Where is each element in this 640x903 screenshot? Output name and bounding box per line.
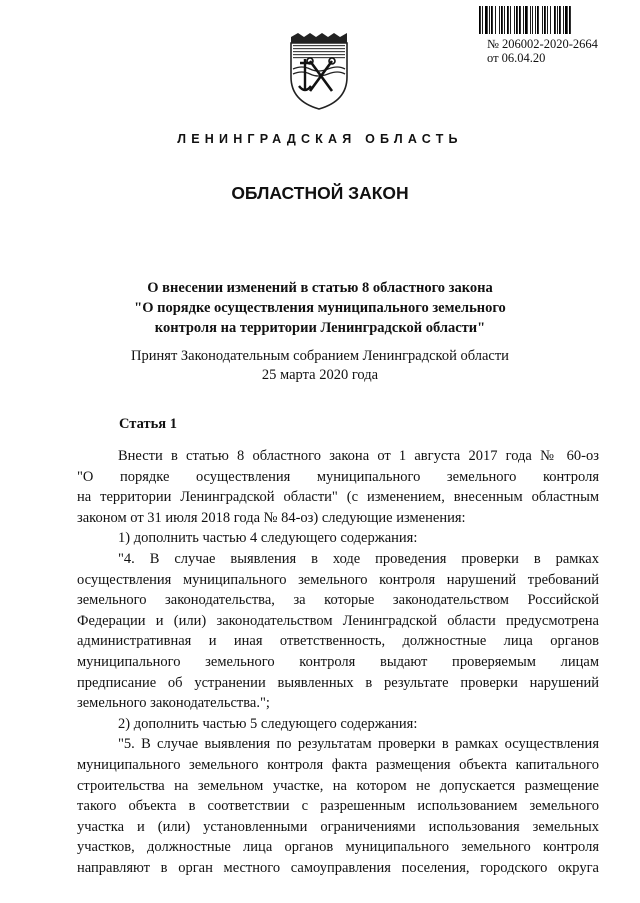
body-line: строительства на земельном участке, на котором не допускается размещение	[77, 777, 599, 794]
coat-of-arms-icon	[288, 31, 350, 111]
body-line: "О порядке осуществления муниципального земельного контроля	[77, 468, 599, 485]
article-body	[77, 446, 599, 878]
body-line: административная и иная ответственность, должностные лица органов	[77, 633, 599, 650]
body-line: земельного законодательства, за которые законодательством Российской	[77, 592, 599, 609]
adoption-note-line: 25 марта 2020 года	[261, 367, 379, 383]
body-line: 2) дополнить частью 5 следующего содержания:	[118, 715, 418, 732]
barcode	[478, 6, 604, 34]
body-line: Федерации и (или) законодательством Ленинградской области предусмотрена	[77, 612, 599, 629]
adoption-note	[90, 347, 550, 385]
body-line: участка и (или) установленными ограничениями использования земельных	[77, 818, 599, 835]
law-title-line: О внесении изменений в статью 8 областного закона	[147, 280, 493, 296]
document-type: ОБЛАСТНОЙ ЗАКОН	[231, 183, 409, 203]
registration-date: от 06.04.20	[487, 51, 546, 65]
adoption-note-line: Принят Законодательным собранием Ленинградской области	[131, 348, 509, 364]
article-heading: Статья 1	[119, 416, 177, 432]
body-line: осуществления муниципального земельного контроля нарушений требований	[77, 571, 599, 588]
registration-number: № 206002-2020-2664	[487, 37, 598, 51]
body-line: Внести в статью 8 областного закона от 1 августа 2017 года № 60-оз	[118, 448, 599, 464]
law-title-line: контроля на территории Ленинградской области"	[154, 320, 486, 336]
body-line: 1) дополнить частью 4 следующего содержания:	[118, 530, 418, 547]
region-name: ЛЕНИНГРАДСКАЯ ОБЛАСТЬ	[177, 132, 463, 146]
law-title-line: "О порядке осуществления муниципального земельного	[134, 300, 506, 316]
body-line: земельного законодательства.";	[77, 695, 270, 712]
body-line: участков, должностные лица органов муниципального земельного контроля	[77, 839, 599, 856]
body-line: муниципального земельного контроля выдают проверяемым лицам	[77, 653, 599, 670]
body-line: предписание об устранении выявленных в результате проверки нарушений	[77, 674, 599, 691]
body-line: "4. В случае выявления в ходе проведения проверки в рамках	[118, 550, 599, 567]
law-title	[90, 278, 550, 338]
body-line: муниципального земельного контроля факта размещения объекта капитального	[77, 756, 599, 773]
body-line: на территории Ленинградской области" (с изменением, внесенным областным	[77, 489, 599, 506]
body-line: "5. В случае выявления по результатам проверки в рамках осуществления	[118, 736, 599, 753]
body-line: законом от 31 июля 2018 года № 84-оз) следующие изменения:	[77, 509, 466, 526]
body-line: направляют в орган местного самоуправления поселения, городского округа	[77, 859, 599, 876]
body-line: такого объекта в соответствии с разрешенным использованием земельного	[77, 798, 599, 815]
